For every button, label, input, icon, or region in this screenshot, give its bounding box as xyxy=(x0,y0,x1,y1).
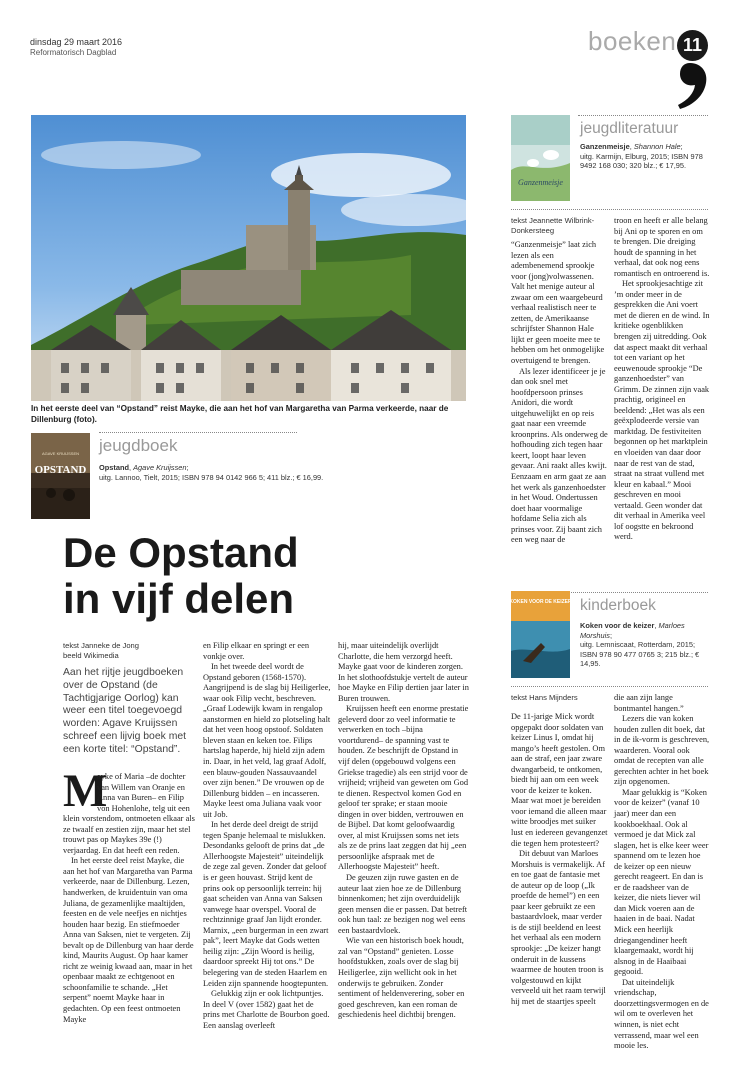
paragraph: De geuzen zijn ruwe gasten en de auteur laat zien hoe ze de Dillenburg binnenkomen; het zijn overduidelijk geen mensen die er passen. Dat betreft ook hun taal: ze bezigen nog wel eens een bastaardvloek. xyxy=(338,873,468,935)
box-label-kinderboek: kinderboek xyxy=(580,597,656,614)
page-number: 11 xyxy=(677,30,708,61)
article-column-3 xyxy=(338,641,469,1021)
book-details: uitg. Karmijn, Elburg, 2015; ISBN 978 9492 168 030; 320 blz.; € 17,95. xyxy=(580,151,703,170)
header-date: dinsdag 29 maart 2016 xyxy=(30,37,123,47)
paragraph: In het derde deel dreigt de strijd tegen Spanje helemaal te mislukken. Desondanks gelooft de prins dat „de Allerhoogste Majesteit” uiteindelijk de zege zal geven. Zonder dat geloof is er geen houvast. Strijd kent de prins ook op persoonlijk terrein: hij gaat scheiden van Anna van Saksen vanwege haar overspel. Vooral de rechtzinnige graaf Jan lijdt eronder. Marnix, „een burgerman in een zwart pak”, leert Mayke dat Gods wetten heilig zijn: „Zijn Woord is heilig, daardoor spreekt Hij tot ons.” De belegering van de steden Haarlem en Leiden zijn spannende hoogtepunten. xyxy=(203,820,329,988)
section-title: boeken xyxy=(588,26,677,56)
article-headline xyxy=(63,530,299,622)
article-column-2 xyxy=(203,641,331,1031)
paragraph: Maar gelukkig is “Koken voor de keizer” (vanaf 10 jaar) meer dan een kookboekhaal. Ook al vermoed je dat Mick zal slagen, het is elke keer weer spannend om te lezen hoe de keizer op een nieuw gerecht reageert. En dan is er de raadsheer van de keizer, die niets liever wil dan Mick voeren aan de haaien in de baai. Nadat Mick een heerlijk driegangendiner heeft klaargemaakt, wordt hij alsnog in de Haaibaai gegooid. xyxy=(614,787,709,977)
divider xyxy=(511,686,708,687)
review-byline: tekst Jeannette Wilbrink-Donkersteeg xyxy=(511,216,595,235)
drop-cap-space xyxy=(63,772,97,812)
koken-voor-de-keizer-book-cover xyxy=(511,591,570,678)
byline-image: beeld Wikimedia xyxy=(63,651,119,660)
photo-caption: In het eerste deel van “Opstand” reist Mayke, die aan het hof van Margaretha van Parma verkeerde, naar de Dillenburg (foto). xyxy=(31,404,449,424)
headline-line-1: De Opstand xyxy=(63,529,299,576)
book-title: Koken voor de keizer xyxy=(580,621,655,630)
book-details: uitg. Lannoo, Tielt, 2015; ISBN 978 94 0142 966 5; 411 blz.; € 16,99. xyxy=(99,472,324,482)
box-label-jeugdboek: jeugdboek xyxy=(99,436,178,455)
book-info-ganzenmeisje: Ganzenmeisje, Shannon Hale; uitg. Karmijn, Elburg, 2015; ISBN 978 9492 168 030; 320 blz.; € 17,95. xyxy=(580,142,703,170)
paragraph: die aan zijn lange bontmantel hangen.” xyxy=(614,693,684,713)
drop-cap: M xyxy=(63,765,108,817)
divider xyxy=(99,432,297,433)
paragraph: “Ganzenmeisje” laat zich lezen als een adembenemend sprookje voor (jong)volwassenen. Valt het menige auteur al zwaar om een waargebeurd verhaal realistisch neer te zetten, de Amerikaanse schrijfster Shannon Hale lijkt er geen moeite mee te hebben om het onmogelijke overtuigend te brengen. xyxy=(511,240,605,366)
paragraph-text: ayke of Maria –de dochter van Willem van Oranje en Anna van Buren– en Filip von Hohenlohe, telg uit een klein vorstendom, ontmoeten elkaar als ze twaalf en zestien zijn, maar het stel trouwt pas op Maykes 39e (!) verjaardag. En dat heeft een reden. xyxy=(63,772,195,855)
divider xyxy=(511,209,708,210)
review-byline: tekst Hans Mijnders xyxy=(511,693,578,702)
article-intro: Aan het rijtje jeugdboeken over de Opstand (de Tachtigjarige Oorlog) kan weer een titel toegevoegd worden: Agave Kruijssen schreef een lijvig boek met een korte titel: “Opstand”. xyxy=(63,667,187,755)
paragraph: Gelukkig zijn er ook lichtpuntjes. In deel V (over 1582) gaat het de prins met Charlotte de Bourbon goed. Een aanslag overleeft xyxy=(203,989,330,1030)
cover-title: KOKEN VOOR DE KEIZER xyxy=(511,599,570,605)
book-title: Ganzenmeisje xyxy=(580,142,630,151)
book-info-opstand: Opstand, Agave Kruijssen; uitg. Lannoo, Tielt, 2015; ISBN 978 94 0142 966 5; 411 blz.; € 16,99. xyxy=(99,463,324,482)
byline-text: tekst Janneke de Jong xyxy=(63,641,139,650)
paragraph: hij, maar uiteindelijk overlijdt Charlotte, die hem verzorgd heeft. Mayke gaat voor de kinderen zorgen. In het slothoofdstukje vertelt de auteur hoe Mayke en Filip dertien jaar later in Buren trouwen. xyxy=(338,641,469,703)
divider xyxy=(578,115,708,116)
paragraph: Als lezer identificeer je je dan ook snel met hoofdpersoon prinses Anidori, die wordt uitgehuwelijkt en op reis gaat naar een vreemde kroonprins. Als onderweg de hofhouding zich tegen haar keert, loopt haar leven gevaar. Ani raakt alles kwijt. Eenzaam en arm gaat ze aan het werk als ganzenhoedster in het Woud. Ondertussen doet haar voormalige hofdame Selia zich als prinses voor. Zij baant zich een weg naar de xyxy=(511,366,608,545)
paragraph: troon en heeft er alle belang bij Ani op te sporen en om te brengen. Die dreiging houdt de spanning in het verhaal, dat ook nog eens romantisch en ontroerend is. xyxy=(614,216,710,278)
review-column-2 xyxy=(614,693,710,1052)
paragraph: De 11-jarige Mick wordt opgepakt door soldaten van keizer Linus I, omdat hij mango’s heeft gestolen. Om aan de straf, een jaar zware dwangarbeid, te ontkomen, biedt hij aan om een week voor de keizer te koken. Maar wat moet je bereiden voor iemand die alleen maar witte broodjes met suiker lust en iedereen gevangenzet die tegen hem protesteert? xyxy=(511,712,608,848)
paragraph: Dit debuut van Marloes Morshuis is vermakelijk. Af en toe gaat de fantasie met de auteur op de loop („Ik proefde de hemel”) en een paar keer gebruikt ze een bastaardvloek, maar verder is de stijl beeldend en leest het verhaal als een modern sprookje: „De keizer hangt onderuit in de kussens waarmee de houten troon is volgestouwd en kijkt verveeld uit het raam terwijl hij met de staartjes speelt xyxy=(511,849,606,1006)
book-details: uitg. Lemniscaat, Rotterdam, 2015; ISBN 978 90 477 0765 3; 215 blz.; € 14,95. xyxy=(580,640,700,668)
book-author: Marloes Morshuis xyxy=(580,621,685,640)
ganzenmeisje-book-cover xyxy=(511,115,570,201)
opstand-book-cover xyxy=(31,433,90,519)
castle-photo xyxy=(31,115,466,401)
paragraph: Lezers die van koken houden zullen dit boek, dat in de ik-vorm is geschreven, waarderen. Vooral ook omdat de recepten van alle gerechten achter in het boek zijn opgenomen. xyxy=(614,714,710,787)
paragraph: In het tweede deel wordt de Opstand geboren (1568-1570). Aangrijpend is de slag bij Heiligerlee, waar ook Filip vecht, beschreven. „Graaf Lodewijk kwam in rengalop aanstormen en hield zo plotseling halt dat het veen hoog opstoof. Soldaten bleven staan en keken toe. Filips hartslag haperde, hij hield zijn adem in. Daar, in het veld, lag graaf Adolf, een blauw-gouden Nassauvaandel over zijn benen.” De vrouwen op de Dillenburg bidden – en incasseren. Mayke leest oma Juliana vaak voor uit Job. xyxy=(203,662,331,819)
cover-author: AGAVE KRUIJSSEN xyxy=(41,451,80,456)
headline-line-2: in vijf delen xyxy=(63,575,295,622)
article-byline xyxy=(63,641,139,661)
paragraph: Het sprookjesachtige zit ’m onder meer in de gesprekken die Ani voert met de dieren en de wind. In kritieke ogenblikken brengen zij uitredding. Ook dat aspect maakt dit verhaal tot een variant op het eeuwenoude sprookje “De ganzenhoedster” van Grimm. De zinnen zijn vaak prachtig, origineel en beeldend: „Het was als een geëxplodeerde versie van marktdag. De festiviteiten begonnen op het marktplein en vloeiden van daar door naar de rest van de stad, straat na straat vullend met kleur en kabaal.” Mooi geschreven en mooi vertaald. Geen wonder dat dit verhaal in Amerika veel lof oogstte en bekroond werd. xyxy=(614,279,710,542)
paragraph: Dat uiteindelijk vriendschap, doorzettingsvermogen en de wil om te overleven het winnen, is niet echt verrassend, maar wel een mooie les. xyxy=(614,977,709,1051)
article-column-1 xyxy=(63,765,197,1025)
paragraph xyxy=(63,765,197,856)
review-column-2 xyxy=(614,216,710,543)
book-author: Shannon Hale xyxy=(633,142,681,151)
cover-title: Ganzenmeisje xyxy=(518,178,563,187)
dillenburg-castle-image xyxy=(31,115,466,401)
header-newspaper-name: Reformatorisch Dagblad xyxy=(30,48,117,57)
cover-title: OPSTAND xyxy=(34,464,87,476)
paragraph: In het eerste deel reist Mayke, die aan het hof van Margaretha van Parma verkeerde, naar de Dillenburg. Lezen, handwerken, de kruidentuin van oma Juliana, de gezamenlijke maaltijden, feesten en de vele neefjes en nichtjes houden haar bezig. En stiefmoeder Anna van Saksen, niet te vergeten. Zij bevalt op de Dillenburg van haar derde kind, Maurits August. Op haar kamer richt ze weinig kwaad aan, maar in het openbaar maakt ze echtgenoot en schoonfamilie te schande. „Het serpent” noemt Mayke haar in gedachten. Op een feest ontmoeten Mayke xyxy=(63,856,194,1024)
paragraph: Wie van een historisch boek houdt, zal van “Opstand” genieten. Losse hoofdstukken, zoals over de slag bij Heiligerlee, zijn wellicht ook in het onderwijs te gebruiken. Zonder sentiment of heldenverering, sober en goed geschreven, kan een roman de geschiedenis heel dichtbij brengen. xyxy=(338,936,465,1020)
review-column-1 xyxy=(511,240,608,546)
paragraph: en Filip elkaar en springt er een vonkje over. xyxy=(203,641,310,661)
review-column-1 xyxy=(511,712,609,1007)
box-label-jeugdliteratuur: jeugdliteratuur xyxy=(580,120,679,137)
book-title: Opstand xyxy=(99,463,129,472)
book-author: Agave Kruijssen xyxy=(133,463,187,472)
paragraph: Kruijssen heeft een enorme prestatie geleverd door zo veel informatie te verwerken en toch –bijna voortdurend– de spanning vast te houden. Ze beschrijft de Opstand in vijf delen (opgebouwd volgens een Griekse tragedie) als een strijd voor de vrijheid; vrijheid van geweten om God te dienen. Respectvol komen God en geloof ter sprake; er staan mooie dingen in over bidden, vertrouwen en de Bijbel. Dat komt geloofwaardig over, al mist Kruijssen soms net iets als ze de prins laat zeggen dat hij „een persoonlijke afspraak met de Allerhoogste Majesteit” heeft. xyxy=(338,704,469,872)
book-info-koken-voor-de-keizer: Koken voor de keizer, Marloes Morshuis; uitg. Lemniscaat, Rotterdam, 2015; ISBN 978 90 477 0765 3; 215 blz.; € 14,95. xyxy=(580,621,700,668)
